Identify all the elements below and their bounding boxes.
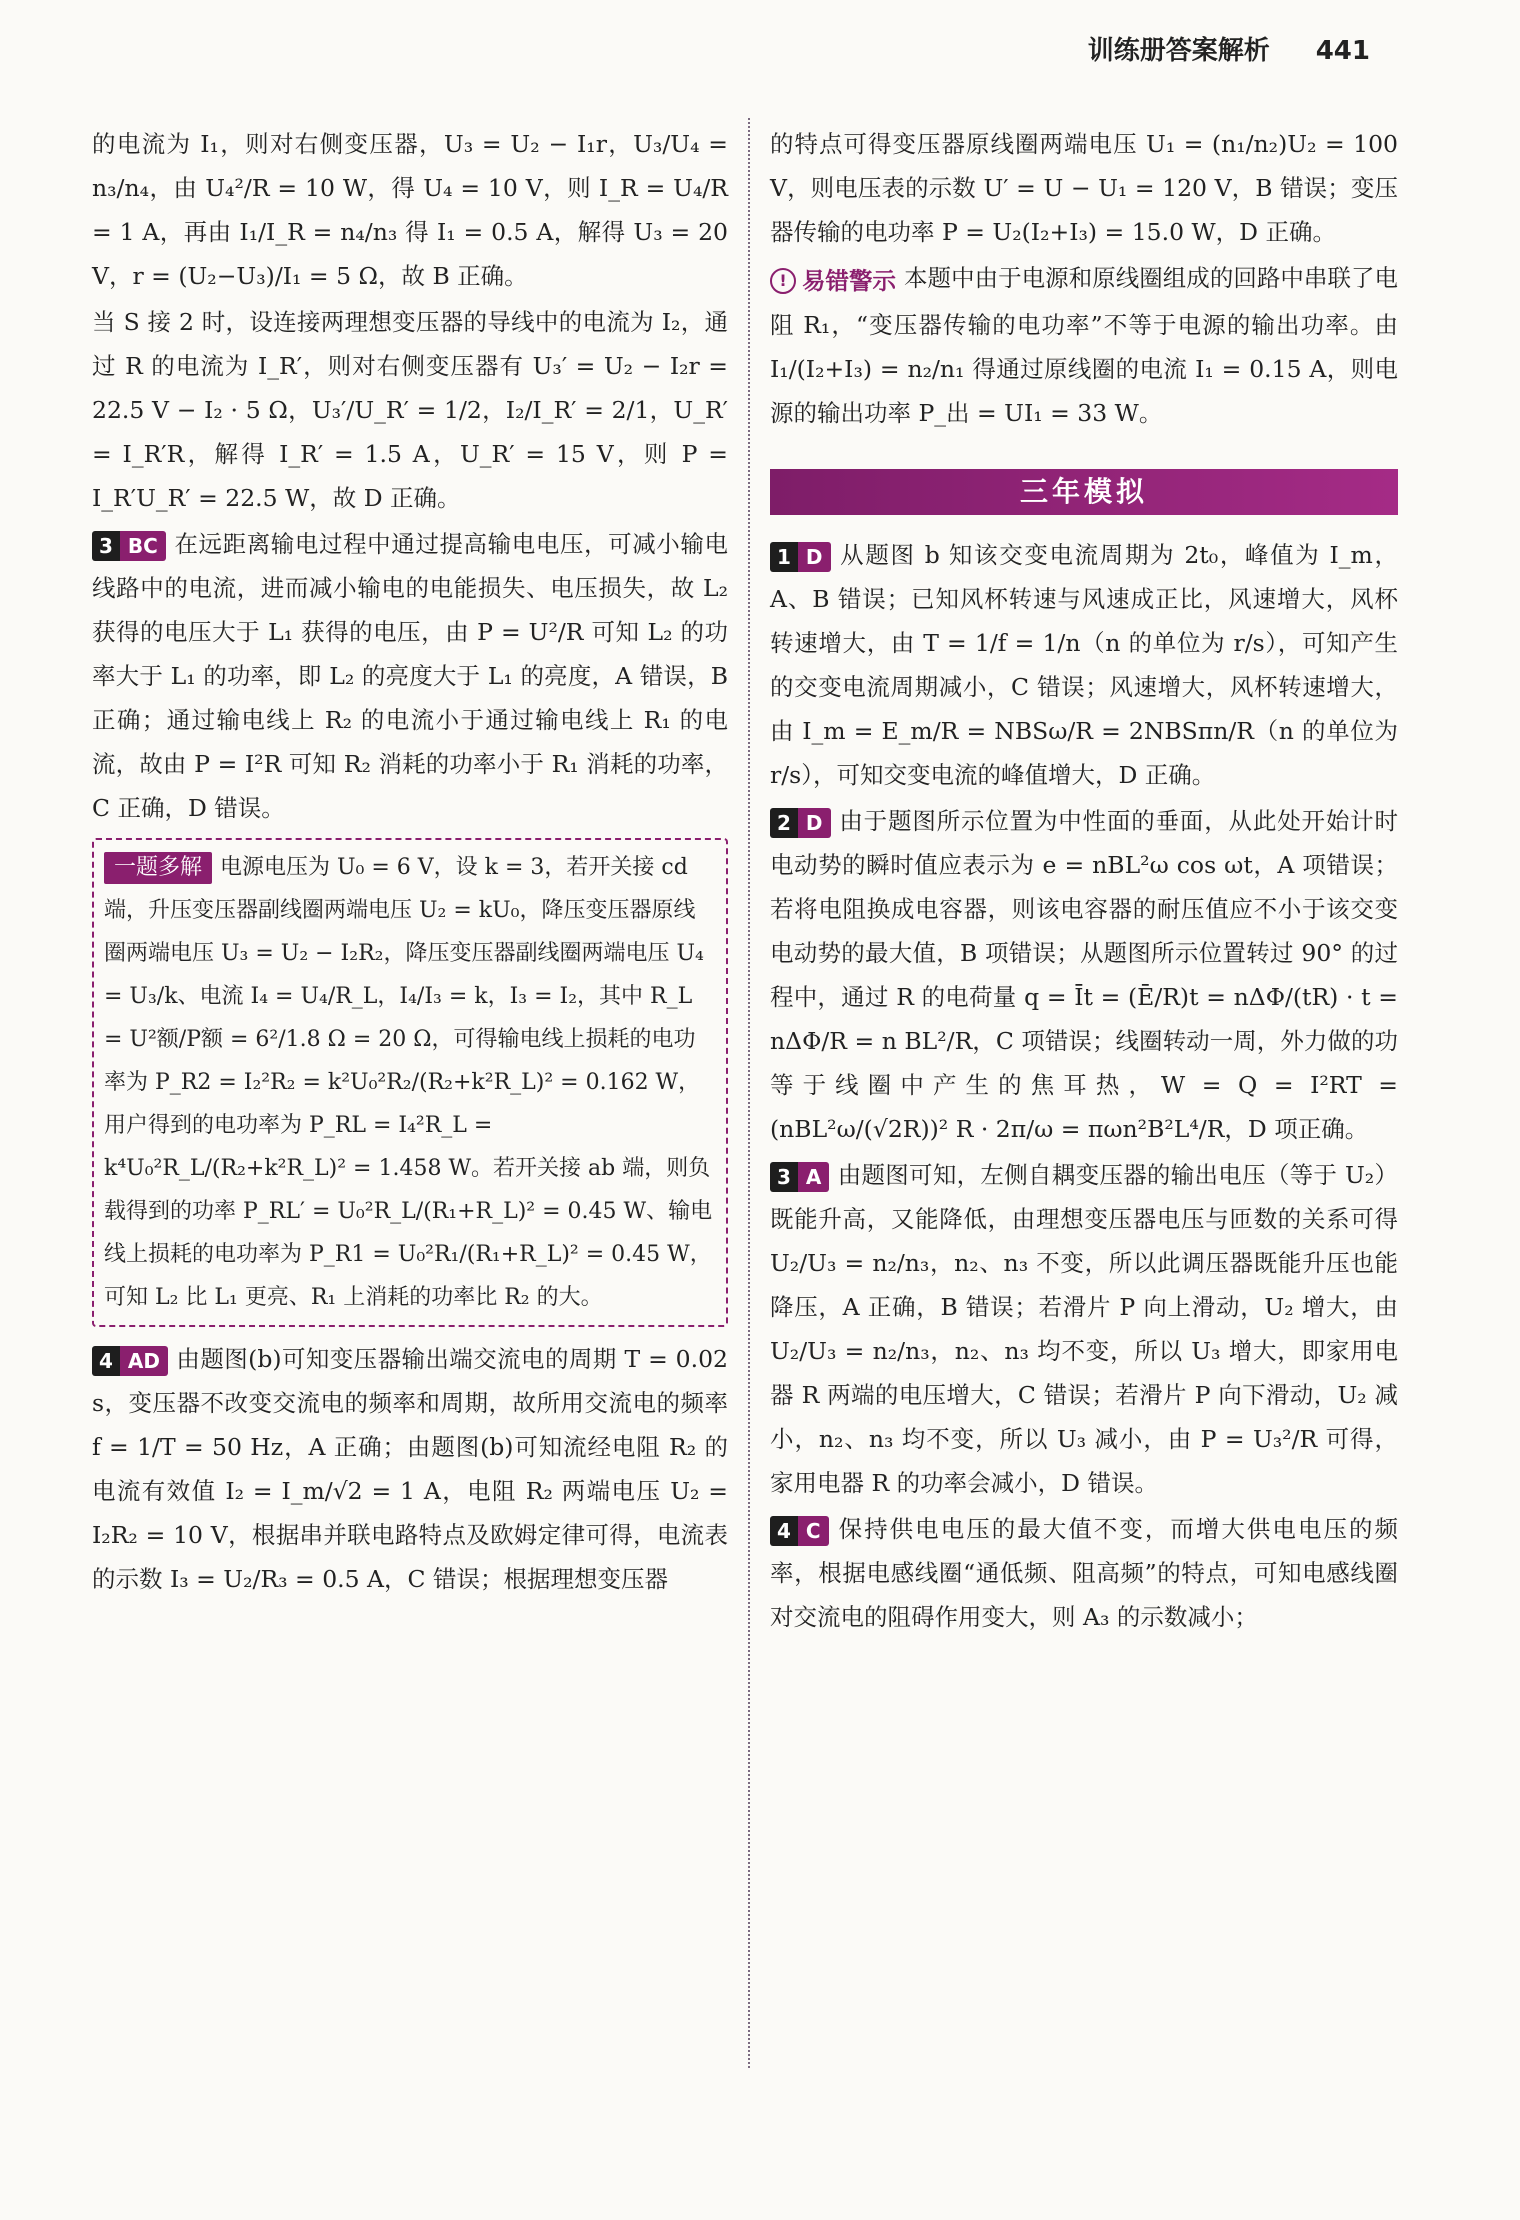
answer-number: 4	[92, 1346, 120, 1376]
right-paragraph-1: 的特点可得变压器原线圈两端电压 U₁ = (n₁/n₂)U₂ = 100 V，则电压表的示数 U′ = U − U₁ = 120 V，B 错误；变压器传输的电功率 P = U₂(I₂+I₃) = 15.0 W，D 正确。	[770, 130, 1398, 246]
header-title: 训练册答案解析	[1087, 36, 1270, 66]
answer-3-right	[770, 1153, 1398, 1505]
answer-option: D	[798, 542, 831, 572]
page-header	[1088, 30, 1370, 67]
page-number: 441	[1315, 36, 1370, 66]
answer-number: 3	[92, 531, 120, 561]
answer-number: 1	[770, 542, 798, 572]
answer-text: 保持供电电压的最大值不变，而增大供电电压的频率，根据电感线圈“通低频、阻高频”的特点，可知电感线圈对交流电的阻碍作用变大，则 A₃ 的示数减小；	[770, 1515, 1398, 1631]
left-paragraph-1: 的电流为 I₁，则对右侧变压器，U₃ = U₂ − I₁r，U₃/U₄ = n₃/n₄，由 U₄²/R = 10 W，得 U₄ = 10 V，则 I_R = U₄/R = 1 A，再由 I₁/I_R = n₄/n₃ 得 I₁ = 0.5 A，解得 U₃ = 20 V，r = (U₂−U₃)/I₁ = 5 Ω，故 B 正确。	[92, 130, 728, 290]
answer-tag	[770, 1162, 829, 1192]
right-column	[770, 122, 1398, 1639]
answer-4-left	[92, 1337, 728, 1601]
column-divider	[748, 118, 750, 2068]
warning-note	[770, 256, 1398, 435]
answer-tag	[770, 808, 831, 838]
answer-3-left	[92, 522, 728, 830]
exclamation-icon: !	[770, 268, 796, 294]
warning-label	[770, 259, 896, 303]
left-column	[92, 122, 728, 1601]
answer-option: AD	[120, 1346, 168, 1376]
section-banner: 三年模拟	[770, 469, 1398, 515]
multi-solution-tag: 一题多解	[104, 852, 212, 884]
answer-option: C	[798, 1516, 829, 1546]
answer-tag	[92, 1346, 168, 1376]
multi-solution-text: 电源电压为 U₀ = 6 V，设 k = 3，若开关接 cd 端，升压变压器副线圈两端电压 U₂ = kU₀，降压变压器原线圈两端电压 U₃ = U₂ − I₂R₂，降压变压器副线圈两端电压 U₄ = U₃/k、电流 I₄ = U₄/R_L，I₄/I₃ = k，I₃ = I₂，其中 R_L = U²额/P额 = 6²/1.8 Ω = 20 Ω，可得输电线上损耗的电功率为 P_R2 = I₂²R₂ = k²U₀²R₂/(R₂+k²R_L)² = 0.162 W，用户得到的电功率为 P_RL = I₄²R_L = k⁴U₀²R_L/(R₂+k²R_L)² = 1.458 W。若开关接 ab 端，则负载得到的功率 P_RL′ = U₀²R_L/(R₁+R_L)² = 0.45 W、输电线上损耗的电功率为 P_R1 = U₀²R₁/(R₁+R_L)² = 0.45 W，可知 L₂ 比 L₁ 更亮、R₁ 上消耗的功率比 R₂ 的大。	[104, 855, 713, 1310]
answer-number: 3	[770, 1162, 798, 1192]
answer-option: D	[798, 808, 831, 838]
answer-text: 由题图可知，左侧自耦变压器的输出电压（等于 U₂）既能升高，又能降低，由理想变压器电压与匝数的关系可得 U₂/U₃ = n₂/n₃，n₂、n₃ 不变，所以此调压器既能升压也能降压，A 正确，B 错误；若滑片 P 向上滑动，U₂ 增大，由 U₂/U₃ = n₂/n₃，n₂、n₃ 均不变，所以 U₃ 增大，即家用电器 R 两端的电压增大，C 错误；若滑片 P 向下滑动，U₂ 减小，n₂、n₃ 均不变，所以 U₃ 减小，由 P = U₃²/R 可得，家用电器 R 的功率会减小，D 错误。	[770, 1161, 1398, 1497]
multi-solution-box	[92, 838, 728, 1327]
answer-4-right	[770, 1507, 1398, 1639]
answer-tag	[770, 542, 831, 572]
answer-tag	[770, 1516, 829, 1546]
answer-text: 由于题图所示位置为中性面的垂面，从此处开始计时电动势的瞬时值应表示为 e = nBL²ω cos ωt，A 项错误；若将电阻换成电容器，则该电容器的耐压值应不小于该交变电动势的最大值，B 项错误；从题图所示位置转过 90° 的过程中，通过 R 的电荷量 q = Īt = (Ē/R)t = nΔΦ/(tR) · t = nΔΦ/R = n BL²/R，C 项错误；线圈转动一周，外力做的功等于线圈中产生的焦耳热，W = Q = I²RT = (nBL²ω/(√2R))² R · 2π/ω = πωn²B²L⁴/R，D 项正确。	[770, 807, 1398, 1143]
answer-text: 由题图(b)可知变压器输出端交流电的周期 T = 0.02 s，变压器不改变交流电的频率和周期，故所用交流电的频率 f = 1/T = 50 Hz，A 正确；由题图(b)可知流经电阻 R₂ 的电流有效值 I₂ = I_m/√2 = 1 A，电阻 R₂ 两端电压 U₂ = I₂R₂ = 10 V，根据串并联电路特点及欧姆定律可得，电流表的示数 I₃ = U₂/R₃ = 0.5 A，C 错误；根据理想变压器	[92, 1345, 728, 1593]
answer-text: 从题图 b 知该交变电流周期为 2t₀，峰值为 I_m，A、B 错误；已知风杯转速与风速成正比，风速增大，风杯转速增大，由 T = 1/f = 1/n（n 的单位为 r/s），可知产生的交变电流周期减小，C 错误；风速增大，风杯转速增大，由 I_m = E_m/R = NBSω/R = 2NBSπn/R（n 的单位为 r/s），可知交变电流的峰值增大，D 正确。	[770, 541, 1398, 789]
answer-number: 2	[770, 808, 798, 838]
answer-text: 在远距离输电过程中通过提高输电电压，可减小输电线路中的电流，进而减小输电的电能损失、电压损失，故 L₂ 获得的电压大于 L₁ 获得的电压，由 P = U²/R 可知 L₂ 的功率大于 L₁ 的功率，即 L₂ 的亮度大于 L₁ 的亮度，A 错误，B 正确；通过输电线上 R₂ 的电流小于通过输电线上 R₁ 的电流，故由 P = I²R 可知 R₂ 消耗的功率小于 R₁ 消耗的功率，C 正确，D 错误。	[92, 530, 728, 822]
warning-text: 本题中由于电源和原线圈组成的回路中串联了电阻 R₁，“变压器传输的电功率”不等于电源的输出功率。由 I₁/(I₂+I₃) = n₂/n₁ 得通过原线圈的电流 I₁ = 0.15 A，则电源的输出功率 P_出 = UI₁ = 33 W。	[770, 264, 1398, 427]
left-paragraph-2: 当 S 接 2 时，设连接两理想变压器的导线中的电流为 I₂，通过 R 的电流为 I_R′，则对右侧变压器有 U₃′ = U₂ − I₂r = 22.5 V − I₂ · 5 Ω，U₃′/U_R′ = 1/2，I₂/I_R′ = 2/1，U_R′ = I_R′R，解得 I_R′ = 1.5 A，U_R′ = 15 V，则 P = I_R′U_R′ = 22.5 W，故 D 正确。	[92, 308, 728, 512]
warning-label-text: 易错警示	[802, 267, 896, 295]
answer-tag	[92, 531, 166, 561]
answer-option: BC	[120, 531, 166, 561]
answer-option: A	[798, 1162, 829, 1192]
answer-1-right	[770, 533, 1398, 797]
answer-2-right	[770, 799, 1398, 1151]
answer-number: 4	[770, 1516, 798, 1546]
